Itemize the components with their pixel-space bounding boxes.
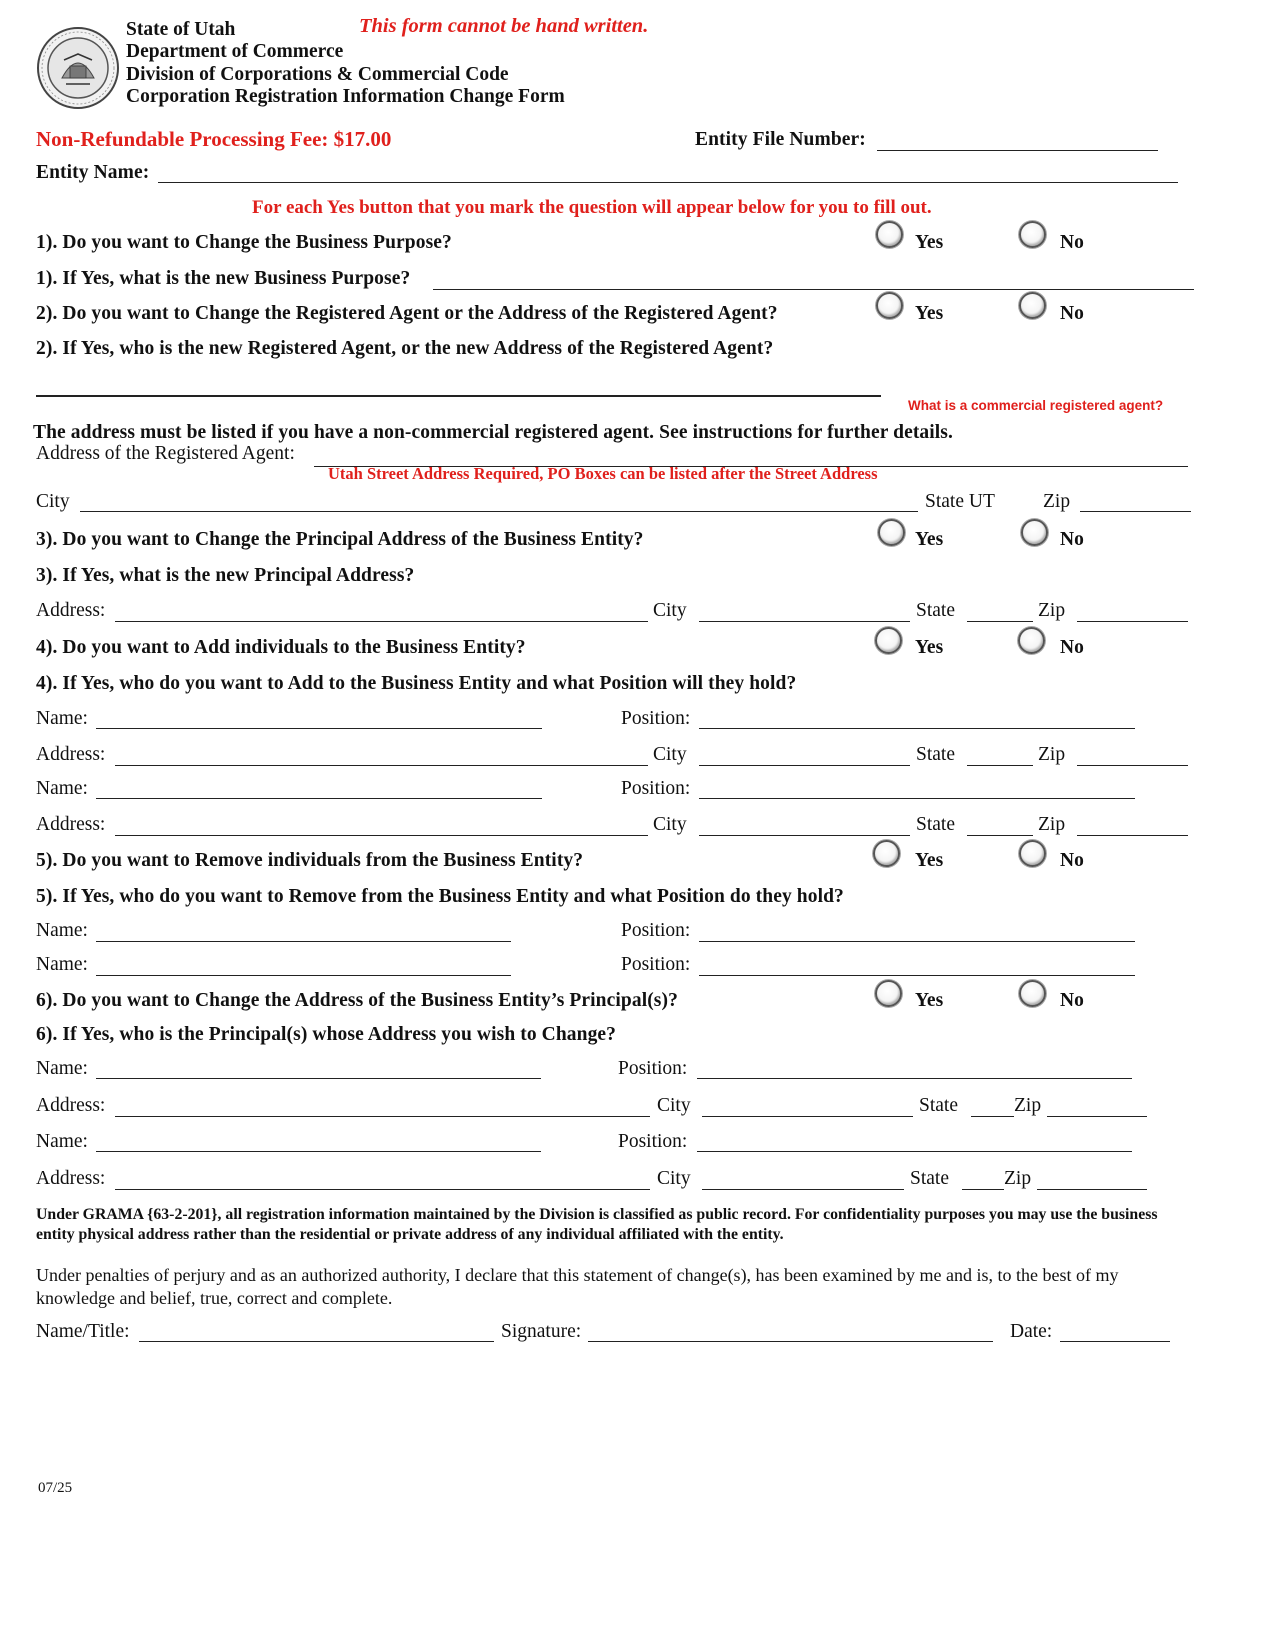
- principal-city-1-label: City: [657, 1095, 691, 1116]
- agent-zip-label: Zip: [1043, 491, 1071, 512]
- principal-name-1-label: Name:: [36, 1058, 88, 1079]
- principal-position-2-field[interactable]: [697, 1151, 1132, 1152]
- remove-position-2-field[interactable]: [699, 975, 1135, 976]
- date-field[interactable]: [1060, 1341, 1170, 1342]
- q1-yes-radio[interactable]: [876, 221, 903, 248]
- principal-address-1-label: Address:: [36, 1095, 106, 1116]
- principal-state-2-field[interactable]: [962, 1189, 1004, 1190]
- remove-name-1-field[interactable]: [96, 941, 511, 942]
- q5-yes-radio[interactable]: [873, 840, 900, 867]
- add-position-1-label: Position:: [621, 708, 691, 729]
- business-purpose-field[interactable]: [433, 289, 1194, 290]
- q2-yes-label: Yes: [915, 303, 944, 324]
- agent-address-label: Address of the Registered Agent:: [36, 443, 295, 464]
- remove-name-2-field[interactable]: [96, 975, 511, 976]
- principal-zip-2-field[interactable]: [1037, 1189, 1147, 1190]
- q3-yes-label: Yes: [915, 529, 944, 550]
- agent-city-field[interactable]: [80, 511, 918, 512]
- add-name-1-field[interactable]: [96, 728, 542, 729]
- principal-state-1-field[interactable]: [971, 1116, 1014, 1117]
- question-4: 4). Do you want to Add individuals to the Business Entity?: [36, 637, 526, 658]
- grama-notice: Under GRAMA {63-2-201}, all registration information maintained by the Division is classified as public record. For confidentiality purposes you may use the business entity physical address rather than the residential or private address of any individual affiliated with the entity.: [36, 1206, 1158, 1243]
- question-3-followup: 3). If Yes, what is the new Principal Address?: [36, 565, 415, 586]
- principal-name-1-field[interactable]: [96, 1078, 541, 1079]
- agent-city-label: City: [36, 491, 70, 512]
- question-6-followup: 6). If Yes, who is the Principal(s) whose Address you wish to Change?: [36, 1024, 617, 1045]
- add-zip-1-field[interactable]: [1077, 765, 1188, 766]
- add-position-1-field[interactable]: [699, 728, 1135, 729]
- question-4-followup: 4). If Yes, who do you want to Add to the Business Entity and what Position will they hold?: [36, 673, 797, 694]
- add-state-2-field[interactable]: [967, 835, 1033, 836]
- principal-address-2-field[interactable]: [115, 1189, 650, 1190]
- add-state-1-field[interactable]: [967, 765, 1033, 766]
- principal-city-label: City: [653, 600, 687, 621]
- q2-yes-radio[interactable]: [876, 292, 903, 319]
- remove-position-2-label: Position:: [621, 954, 691, 975]
- principal-zip-1-label: Zip: [1014, 1095, 1042, 1116]
- header-department: Department of Commerce: [126, 41, 344, 62]
- q3-no-label: No: [1060, 529, 1084, 550]
- form-version: 07/25: [38, 1480, 73, 1496]
- entity-name-label: Entity Name:: [36, 162, 150, 183]
- principal-address-field[interactable]: [115, 621, 648, 622]
- add-state-1-label: State: [916, 744, 955, 765]
- question-1: 1). Do you want to Change the Business Purpose?: [36, 232, 452, 253]
- q2-no-label: No: [1060, 303, 1084, 324]
- principal-city-2-label: City: [657, 1168, 691, 1189]
- q1-yes-label: Yes: [915, 232, 944, 253]
- add-city-1-label: City: [653, 744, 687, 765]
- add-address-1-label: Address:: [36, 744, 106, 765]
- handwritten-warning: This form cannot be hand written.: [359, 15, 649, 37]
- principal-zip-1-field[interactable]: [1047, 1116, 1147, 1117]
- signature-field[interactable]: [588, 1341, 993, 1342]
- principal-position-1-field[interactable]: [697, 1078, 1132, 1079]
- q4-yes-radio[interactable]: [875, 627, 902, 654]
- principal-zip-2-label: Zip: [1004, 1168, 1032, 1189]
- add-name-1-label: Name:: [36, 708, 88, 729]
- entity-file-number-field[interactable]: [877, 150, 1158, 151]
- add-position-2-field[interactable]: [699, 798, 1135, 799]
- q4-no-label: No: [1060, 637, 1084, 658]
- entity-file-number-label: Entity File Number:: [695, 129, 866, 150]
- question-2-followup: 2). If Yes, who is the new Registered Agent, or the new Address of the Registered Agent?: [36, 338, 774, 359]
- principal-zip-label: Zip: [1038, 600, 1066, 621]
- principal-zip-field[interactable]: [1077, 621, 1188, 622]
- q3-no-radio[interactable]: [1021, 519, 1048, 546]
- add-address-1-field[interactable]: [115, 765, 648, 766]
- registered-agent-field[interactable]: [36, 395, 881, 397]
- remove-position-1-label: Position:: [621, 920, 691, 941]
- q1-no-radio[interactable]: [1019, 221, 1046, 248]
- question-3: 3). Do you want to Change the Principal Address of the Business Entity?: [36, 529, 644, 550]
- remove-name-1-label: Name:: [36, 920, 88, 941]
- q4-yes-label: Yes: [915, 637, 944, 658]
- q1-no-label: No: [1060, 232, 1084, 253]
- agent-zip-field[interactable]: [1080, 511, 1191, 512]
- principal-city-2-field[interactable]: [702, 1189, 904, 1190]
- q5-no-radio[interactable]: [1019, 840, 1046, 867]
- principal-address-1-field[interactable]: [115, 1116, 650, 1117]
- add-address-2-label: Address:: [36, 814, 106, 835]
- instruction-text: For each Yes button that you mark the question will appear below for you to fill out.: [252, 197, 932, 218]
- agent-state-label: State UT: [925, 491, 995, 512]
- question-6: 6). Do you want to Change the Address of the Business Entity’s Principal(s)?: [36, 990, 678, 1011]
- state-seal: [36, 26, 120, 110]
- principal-address-2-label: Address:: [36, 1168, 106, 1189]
- q2-no-radio[interactable]: [1019, 292, 1046, 319]
- add-address-2-field[interactable]: [115, 835, 648, 836]
- question-2: 2). Do you want to Change the Registered Agent or the Address of the Registered Agent?: [36, 303, 778, 324]
- processing-fee: Non-Refundable Processing Fee: $17.00: [36, 127, 392, 151]
- add-zip-2-field[interactable]: [1077, 835, 1188, 836]
- seal-icon: [36, 26, 120, 110]
- principal-name-2-label: Name:: [36, 1131, 88, 1152]
- address-note: The address must be listed if you have a non-commercial registered agent. See instructions for further details.: [33, 422, 953, 443]
- name-title-field[interactable]: [139, 1341, 494, 1342]
- add-name-2-label: Name:: [36, 778, 88, 799]
- principal-city-1-field[interactable]: [702, 1116, 913, 1117]
- q6-no-radio[interactable]: [1019, 980, 1046, 1007]
- q5-yes-label: Yes: [915, 850, 944, 871]
- header-state: State of Utah: [126, 19, 236, 40]
- question-5-followup: 5). If Yes, who do you want to Remove from the Business Entity and what Position do they hold?: [36, 886, 844, 907]
- principal-state-label: State: [916, 600, 955, 621]
- principal-name-2-field[interactable]: [96, 1151, 541, 1152]
- date-label: Date:: [1010, 1321, 1053, 1342]
- signature-label: Signature:: [501, 1321, 582, 1342]
- principal-state-1-label: State: [919, 1095, 958, 1116]
- principal-position-2-label: Position:: [618, 1131, 688, 1152]
- add-city-2-field[interactable]: [699, 835, 910, 836]
- principal-position-1-label: Position:: [618, 1058, 688, 1079]
- principal-state-2-label: State: [910, 1168, 949, 1189]
- add-zip-2-label: Zip: [1038, 814, 1066, 835]
- header-division: Division of Corporations & Commercial Code: [126, 64, 509, 85]
- add-state-2-label: State: [916, 814, 955, 835]
- remove-position-1-field[interactable]: [699, 941, 1135, 942]
- add-name-2-field[interactable]: [96, 798, 542, 799]
- question-1-followup: 1). If Yes, what is the new Business Purpose?: [36, 268, 411, 289]
- utah-street-note: Utah Street Address Required, PO Boxes can be listed after the Street Address: [328, 464, 878, 483]
- add-city-2-label: City: [653, 814, 687, 835]
- perjury-statement: Under penalties of perjury and as an authorized authority, I declare that this statement of change(s), has been examined by me and is, to the best of my knowledge and belief, true, correct and complete.: [36, 1265, 1119, 1308]
- q6-yes-label: Yes: [915, 990, 944, 1011]
- name-title-label: Name/Title:: [36, 1321, 130, 1342]
- principal-address-label: Address:: [36, 600, 106, 621]
- remove-name-2-label: Name:: [36, 954, 88, 975]
- add-position-2-label: Position:: [621, 778, 691, 799]
- q5-no-label: No: [1060, 850, 1084, 871]
- q6-no-label: No: [1060, 990, 1084, 1011]
- q3-yes-radio[interactable]: [878, 519, 905, 546]
- header-form-title: Corporation Registration Information Change Form: [126, 86, 565, 107]
- q6-yes-radio[interactable]: [875, 980, 902, 1007]
- add-zip-1-label: Zip: [1038, 744, 1066, 765]
- entity-name-field[interactable]: [158, 182, 1178, 183]
- principal-state-field[interactable]: [967, 621, 1033, 622]
- principal-city-field[interactable]: [699, 621, 910, 622]
- add-city-1-field[interactable]: [699, 765, 910, 766]
- commercial-agent-link[interactable]: What is a commercial registered agent?: [908, 398, 1164, 413]
- q4-no-radio[interactable]: [1018, 627, 1045, 654]
- question-5: 5). Do you want to Remove individuals from the Business Entity?: [36, 850, 584, 871]
